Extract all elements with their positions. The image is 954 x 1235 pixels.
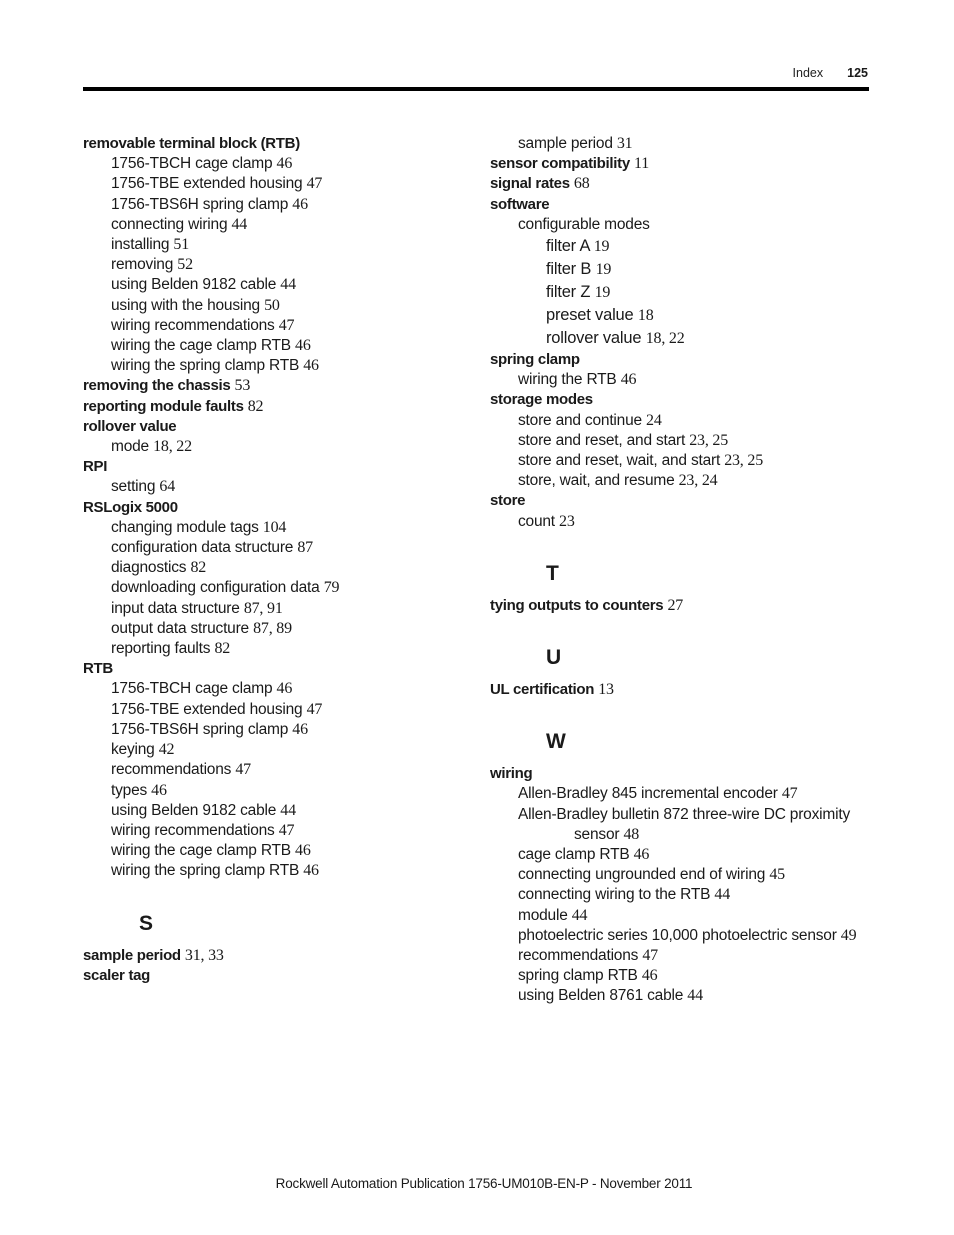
index-term: rollover value (83, 417, 177, 435)
index-sub-entry (83, 235, 463, 255)
index-page-ref: 47 (278, 821, 295, 839)
index-sub-entry (490, 966, 890, 986)
index-term: filter B (546, 260, 592, 279)
index-term: RSLogix 5000 (83, 498, 178, 516)
index-term: connecting ungrounded end of wiring (518, 866, 766, 884)
index-term: 1756-TBE extended housing (111, 700, 303, 718)
index-page-ref: 64 (159, 478, 175, 496)
index-term: software (490, 195, 550, 213)
page-number: 125 (847, 66, 868, 80)
index-sub-entry (83, 781, 463, 801)
index-term: configuration data structure (111, 539, 294, 557)
index-sub-entry (490, 370, 890, 390)
index-page-ref: 46 (151, 781, 167, 799)
index-term: installing (111, 236, 170, 254)
index-letter-heading: W (546, 730, 566, 754)
index-term: filter A (546, 237, 590, 256)
index-term: 1756-TBS6H spring clamp (111, 720, 289, 738)
index-page-ref: 44 (714, 886, 730, 904)
index-page-ref: 47 (278, 316, 295, 334)
index-page-ref: 23, 24 (678, 472, 718, 490)
index-sub-entry (83, 437, 463, 457)
index-sub-entry (83, 599, 463, 619)
index-term: spring clamp RTB (518, 967, 638, 985)
index-main-entry (490, 596, 890, 616)
index-sub-entry (83, 841, 463, 861)
index-main-entry (490, 174, 890, 194)
index-term: changing module tags (111, 518, 259, 536)
index-column-right (490, 134, 890, 1007)
index-sub-entry (490, 258, 890, 281)
index-term: connecting wiring (111, 215, 228, 233)
index-page-ref: 46 (295, 842, 311, 860)
index-page-ref: 19 (593, 238, 610, 256)
index-term: Allen-Bradley 845 incremental encoder (518, 785, 778, 803)
index-main-entry (83, 498, 463, 518)
index-term: sensor compatibility (490, 155, 630, 173)
index-main-entry (83, 946, 463, 966)
index-page-ref: 46 (303, 862, 319, 880)
index-page-ref: 46 (276, 680, 293, 698)
section-title: Index (792, 66, 824, 80)
page-header (793, 66, 868, 80)
index-main-entry (83, 966, 463, 986)
index-page-ref: 44 (687, 987, 703, 1005)
index-page-ref: 46 (292, 195, 308, 213)
index-main-entry (83, 397, 463, 417)
index-page-ref: 49 (840, 926, 857, 944)
index-page-ref: 51 (173, 236, 190, 254)
index-sub-entry (490, 906, 890, 926)
index-term: removing the chassis (83, 377, 231, 395)
index-sub-entry (83, 477, 463, 497)
index-term: wiring recommendations (111, 316, 275, 334)
index-page-ref: 13 (598, 681, 614, 699)
index-page-ref: 87, 91 (243, 599, 283, 617)
index-sub-entry (83, 296, 463, 316)
index-page-ref: 11 (633, 155, 649, 173)
index-term: 1756-TBCH cage clamp (111, 155, 273, 173)
index-main-entry (490, 390, 890, 410)
index-sub-entry (83, 861, 463, 881)
index-term: store, wait, and resume (518, 472, 675, 490)
index-term: UL certification (490, 681, 595, 699)
index-term: removable terminal block (RTB) (83, 135, 300, 152)
index-page-ref: 42 (158, 741, 175, 759)
index-term: wiring the spring clamp RTB (111, 862, 300, 880)
index-term: spring clamp (490, 351, 580, 369)
index-sub-entry (83, 275, 463, 295)
index-page-ref: 45 (769, 866, 785, 884)
index-page-ref: 47 (306, 700, 323, 718)
index-sub-entry (490, 451, 890, 471)
index-term: store (490, 492, 526, 510)
header-rule (83, 87, 869, 91)
index-sub-entry (83, 740, 463, 760)
index-sub-entry (83, 821, 463, 841)
index-sub-entry (490, 885, 890, 905)
index-page-ref: 104 (262, 518, 287, 536)
index-term: 1756-TBE extended housing (111, 175, 303, 193)
index-page-ref: 47 (642, 947, 658, 965)
index-page-ref: 44 (280, 276, 296, 294)
index-page-ref: 46 (295, 337, 311, 355)
index-sub-entry (83, 336, 463, 356)
index-term: removing (111, 256, 174, 274)
index-term: 1756-TBS6H spring clamp (111, 195, 289, 213)
index-sub-entry (83, 215, 463, 235)
index-sub-entry (490, 411, 890, 431)
index-sub-entry (83, 255, 463, 275)
index-term: store and reset, and start (518, 431, 686, 449)
index-term: output data structure (111, 619, 249, 637)
index-sub-entry (83, 518, 463, 538)
index-term: recommendations (518, 947, 639, 965)
index-page-ref: 50 (264, 296, 280, 314)
index-letter-heading: S (139, 911, 154, 935)
index-term: using Belden 8761 cable (518, 987, 684, 1005)
index-page-ref: 18 (637, 307, 654, 325)
index-term: using Belden 9182 cable (111, 801, 277, 819)
index-page-ref: 24 (646, 411, 662, 429)
index-term: setting (111, 478, 156, 496)
index-sub-entry (83, 154, 463, 174)
page-footer: Rockwell Automation Publication 1756-UM010B-EN-P - November 2011 (275, 1176, 693, 1191)
index-page-ref: 44 (571, 906, 588, 924)
index-sub-entry (490, 865, 890, 885)
index-main-entry (490, 154, 890, 174)
index-term: configurable modes (518, 215, 650, 233)
index-term: Allen-Bradley bulletin 872 three-wire DC proximity (518, 805, 850, 823)
index-sub-entry (83, 639, 463, 659)
index-term: rollover value (546, 329, 642, 348)
index-sub-entry (490, 304, 890, 327)
index-term: store and continue (518, 411, 642, 429)
index-page-ref: 46 (633, 846, 650, 864)
index-term: preset value (546, 306, 634, 325)
index-term: wiring the cage clamp RTB (111, 337, 291, 355)
index-page-ref: 47 (235, 761, 251, 779)
index-main-entry (490, 764, 890, 784)
index-term: scaler tag (83, 966, 151, 984)
index-sub-entry (83, 356, 463, 376)
index-term: module (518, 906, 568, 924)
index-sub-entry (490, 784, 890, 804)
index-term: mode (111, 438, 149, 456)
index-term: signal rates (490, 175, 570, 193)
index-term: wiring recommendations (111, 821, 275, 839)
index-sub-entry (490, 845, 890, 865)
index-sub-entry (490, 805, 890, 825)
index-page-ref: 23 (559, 512, 575, 530)
index-page-ref: 44 (280, 801, 296, 819)
index-letter-heading: T (546, 561, 559, 585)
index-sub-entry (490, 471, 890, 491)
index-page-ref: 31 (616, 135, 633, 152)
index-page-ref: 47 (781, 785, 798, 803)
index-sub-entry (83, 538, 463, 558)
index-page-ref: 87, 89 (253, 619, 292, 637)
index-term: reporting faults (111, 640, 211, 658)
index-term: downloading configuration data (111, 579, 320, 597)
index-sub-entry (83, 760, 463, 780)
index-term: RPI (83, 458, 108, 476)
index-main-entry (83, 457, 463, 477)
index-sub-entry (490, 986, 890, 1006)
index-page-ref: 46 (292, 720, 308, 738)
index-page-ref: 48 (623, 825, 640, 843)
index-term: diagnostics (111, 559, 187, 577)
index-term: sample period (518, 135, 613, 152)
index-page-ref: 19 (594, 284, 611, 302)
index-sub-entry (83, 801, 463, 821)
index-page-ref: 46 (641, 967, 658, 985)
index-term: types (111, 781, 148, 799)
index-term: tying outputs to counters (490, 596, 664, 614)
index-sub-entry (490, 281, 890, 304)
index-term: count (518, 512, 555, 530)
index-main-entry (490, 350, 890, 370)
index-term: sensor (574, 825, 620, 843)
index-page-ref: 23, 25 (689, 431, 729, 449)
index-term: filter Z (546, 283, 591, 302)
index-main-entry (83, 134, 463, 154)
index-sub-entry (490, 946, 890, 966)
index-sub-entry (490, 512, 890, 532)
index-term: recommendations (111, 761, 232, 779)
index-sub-entry (490, 235, 890, 258)
index-term: wiring the RTB (518, 371, 617, 389)
index-term: connecting wiring to the RTB (518, 886, 711, 904)
index-term: store and reset, wait, and start (518, 452, 721, 470)
index-letter-heading: U (546, 646, 562, 670)
index-page-ref: 46 (276, 155, 293, 173)
index-page-ref: 18, 22 (153, 438, 192, 456)
index-sub-entry (83, 316, 463, 336)
index-term: wiring (490, 765, 533, 783)
index-sub-entry (490, 431, 890, 451)
index-term: storage modes (490, 391, 593, 409)
index-page-ref: 82 (190, 559, 207, 577)
index-page-ref: 23, 25 (724, 452, 764, 470)
index-sub-entry (83, 174, 463, 194)
index-page-ref: 68 (573, 175, 590, 193)
index-page-ref: 44 (231, 215, 248, 233)
index-main-entry (83, 659, 463, 679)
index-term: RTB (83, 660, 113, 678)
index-main-entry (83, 376, 463, 396)
index-main-entry (83, 417, 463, 437)
index-main-entry (490, 195, 890, 215)
index-page-ref: 47 (306, 175, 323, 193)
index-sub-entry (83, 578, 463, 598)
index-column-left (83, 134, 463, 986)
index-page-ref: 82 (247, 397, 264, 415)
index-page-ref: 87 (297, 539, 313, 557)
index-term: input data structure (111, 599, 240, 617)
index-page-ref: 46 (303, 357, 319, 375)
index-page-ref: 53 (234, 377, 251, 395)
index-term: using Belden 9182 cable (111, 276, 277, 294)
index-sub-entry (83, 619, 463, 639)
index-page-ref: 52 (177, 256, 193, 274)
index-term: cage clamp RTB (518, 846, 630, 864)
index-term: 1756-TBCH cage clamp (111, 680, 273, 698)
index-page-ref: 19 (595, 261, 612, 279)
index-sub-entry (490, 215, 890, 235)
index-sub-entry (490, 825, 890, 845)
index-sub-entry (83, 700, 463, 720)
index-sub-entry (83, 558, 463, 578)
index-sub-entry (83, 195, 463, 215)
index-term: sample period (83, 946, 181, 964)
index-main-entry (490, 680, 890, 700)
index-main-entry (490, 491, 890, 511)
index-sub-entry (83, 720, 463, 740)
index-page-ref: 27 (667, 596, 684, 614)
index-term: keying (111, 741, 155, 759)
index-sub-entry (490, 327, 890, 350)
index-page-ref: 18, 22 (645, 330, 685, 348)
index-term: wiring the cage clamp RTB (111, 842, 291, 860)
index-term: wiring the spring clamp RTB (111, 357, 300, 375)
index-sub-entry (490, 926, 890, 946)
index-sub-entry (83, 679, 463, 699)
index-page-ref: 46 (620, 371, 637, 389)
index-term: photoelectric series 10,000 photoelectric sensor (518, 926, 837, 944)
index-page-ref: 79 (323, 579, 340, 597)
index-page-ref: 31, 33 (184, 946, 224, 964)
index-sub-entry (490, 134, 890, 154)
index-page-ref: 82 (214, 640, 231, 658)
index-term: reporting module faults (83, 397, 244, 415)
index-term: using with the housing (111, 296, 260, 314)
